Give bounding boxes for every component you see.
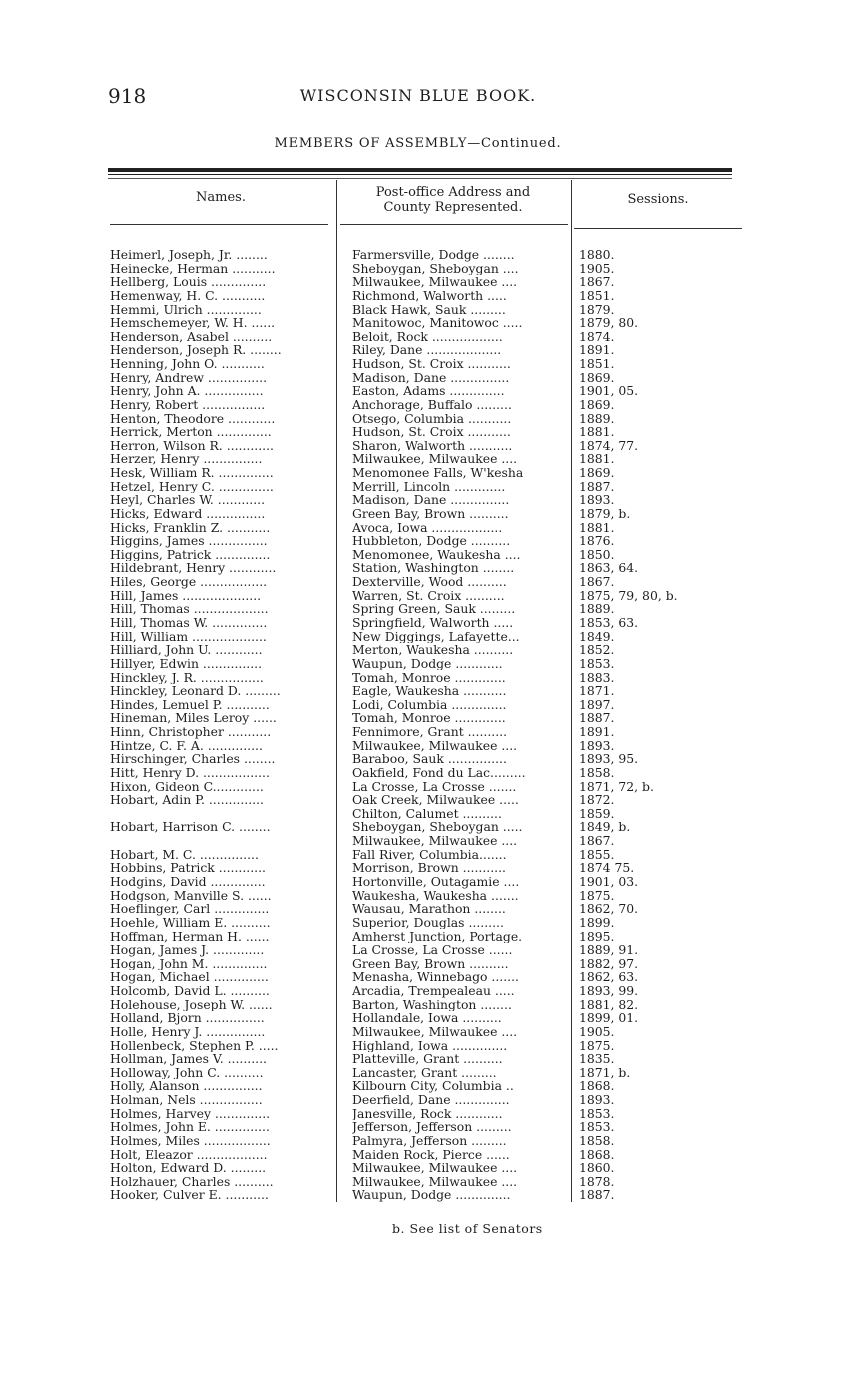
member-sessions: 1893, 95.: [579, 751, 639, 767]
table-row: [0, 820, 859, 834]
member-sessions: 1891.: [579, 342, 615, 358]
member-sessions: 1891.: [579, 724, 615, 740]
member-sessions: 1879.: [579, 301, 615, 317]
table-row: [0, 671, 859, 685]
member-sessions: 1897.: [579, 696, 615, 712]
member-name: Hindes, Lemuel P. ...........: [110, 697, 270, 712]
top-rule-thick: [108, 168, 732, 172]
table-row: [0, 998, 859, 1012]
member-name: Herrick, Merton ..............: [110, 425, 272, 439]
member-name: Hoeflinger, Carl ..............: [110, 902, 270, 916]
footnote: b. See list of Senators: [392, 1221, 543, 1236]
member-name: Hoehle, William E. ..........: [110, 915, 271, 930]
member-sessions: 1899.: [579, 914, 615, 930]
member-name: Holzhauer, Charles ..........: [110, 1174, 274, 1189]
table-row: [0, 589, 859, 603]
member-address: Richmond, Walworth .....: [352, 288, 507, 303]
member-name: Holloway, John C. ..........: [110, 1065, 264, 1080]
table-row: [0, 1079, 859, 1093]
member-address: Green Bay, Brown ..........: [352, 956, 509, 971]
member-name: Henry, Robert ................: [110, 397, 266, 412]
table-row: [0, 1120, 859, 1134]
member-name: Hollman, James V. ..........: [110, 1052, 267, 1066]
member-sessions: 1895.: [579, 928, 615, 944]
member-address: Eagle, Waukesha ...........: [352, 684, 507, 698]
member-address: Morrison, Brown ...........: [352, 861, 506, 875]
table-row: [0, 657, 859, 671]
top-rule-lower: [108, 178, 732, 179]
member-sessions: 1881.: [579, 451, 615, 467]
member-sessions: 1878.: [579, 1173, 615, 1189]
table-row: [0, 630, 859, 644]
member-name: Hixon, Gideon C.............: [110, 779, 264, 794]
table-row: [0, 439, 859, 453]
member-name: Hobbins, Patrick ............: [110, 861, 266, 875]
member-name: Holmes, Miles .................: [110, 1133, 271, 1148]
member-name: Hicks, Franklin Z. ...........: [110, 520, 271, 535]
member-address: La Crosse, La Crosse .......: [352, 779, 517, 794]
member-address: Warren, St. Croix ..........: [352, 588, 505, 603]
column-header-address-line1: Post-office Address and: [375, 185, 531, 200]
member-sessions: 1867.: [579, 833, 615, 849]
member-sessions: 1860.: [579, 1160, 615, 1176]
table-row: [0, 452, 859, 466]
member-name: Hollenbeck, Stephen P. .....: [110, 1038, 279, 1053]
member-address: Madison, Dane ...............: [352, 370, 510, 385]
table-row: [0, 684, 859, 698]
member-name: Henning, John O. ...........: [110, 357, 265, 371]
member-address: Palmyra, Jefferson .........: [352, 1133, 507, 1148]
member-address: Deerfield, Dane ..............: [352, 1093, 510, 1107]
member-address: Janesville, Rock ............: [352, 1106, 503, 1121]
member-sessions: 1881.: [579, 424, 615, 440]
table-row: [0, 889, 859, 903]
book-title: WISCONSIN BLUE BOOK.: [299, 86, 537, 105]
member-name: Hoffman, Herman H. ......: [110, 929, 270, 944]
member-sessions: 1850.: [579, 546, 615, 562]
member-name: Hogan, John M. ..............: [110, 956, 268, 971]
member-sessions: 1874, 77.: [579, 437, 639, 453]
member-sessions: 1889.: [579, 601, 615, 617]
table-row: [0, 316, 859, 330]
table-row: [0, 1161, 859, 1175]
member-sessions: 1858.: [579, 1132, 615, 1148]
member-sessions: 1875.: [579, 887, 615, 903]
table-row: [0, 1148, 859, 1162]
table-row: [0, 643, 859, 657]
member-name: Hetzel, Henry C. ..............: [110, 479, 274, 494]
member-name: Hinckley, Leonard D. .........: [110, 684, 281, 698]
member-address: New Diggings, Lafayette...: [352, 629, 520, 644]
member-address: Highland, Iowa ..............: [352, 1038, 508, 1053]
table-row: [0, 480, 859, 494]
member-address: Milwaukee, Milwaukee ....: [352, 738, 518, 753]
member-address: Black Hawk, Sauk .........: [352, 302, 506, 317]
member-address: Oakfield, Fond du Lac.........: [352, 765, 526, 780]
member-sessions: 1849, b.: [579, 819, 631, 835]
table-row: [0, 1025, 859, 1039]
member-name: Hodgson, Manville S. ......: [110, 888, 272, 903]
table-row: [0, 698, 859, 712]
member-sessions: 1879, b.: [579, 505, 631, 521]
member-sessions: 1881, 82.: [579, 996, 639, 1012]
member-address: Otsego, Columbia ...........: [352, 411, 512, 426]
member-address: Superior, Douglas .........: [352, 915, 504, 930]
member-address: Amherst Junction, Portage.: [352, 929, 523, 944]
table-row: [0, 330, 859, 344]
table-row: [0, 357, 859, 371]
member-name: Hobart, Adin P. ..............: [110, 793, 264, 807]
member-sessions: 1901, 05.: [579, 383, 639, 399]
table-row: [0, 793, 859, 807]
member-sessions: 1867.: [579, 274, 615, 290]
member-address: Hudson, St. Croix ...........: [352, 425, 511, 439]
member-address: Milwaukee, Milwaukee ....: [352, 452, 518, 467]
member-name: Hitt, Henry D. .................: [110, 765, 270, 780]
member-sessions: 1855.: [579, 846, 615, 862]
member-name: Hesk, William R. ..............: [110, 466, 274, 480]
member-address: Spring Green, Sauk .........: [352, 602, 516, 616]
member-address: Oak Creek, Milwaukee .....: [352, 793, 519, 807]
member-sessions: 1883.: [579, 669, 615, 685]
table-row: [0, 275, 859, 289]
table-row: [0, 943, 859, 957]
top-rule-thin: [108, 174, 732, 175]
member-name: Holehouse, Joseph W. ......: [110, 997, 273, 1012]
table-row: [0, 248, 859, 262]
member-name: Hemschemeyer, W. H. ......: [110, 316, 276, 330]
member-sessions: 1880.: [579, 247, 615, 262]
member-sessions: 1901, 03.: [579, 873, 639, 889]
member-sessions: 1872.: [579, 792, 615, 808]
member-sessions: 1899, 01.: [579, 1010, 639, 1026]
member-address: Fennimore, Grant ..........: [352, 725, 508, 739]
member-address: Green Bay, Brown ..........: [352, 506, 509, 521]
member-address: Menomonee Falls, W'kesha: [352, 466, 524, 480]
table-row: [0, 616, 859, 630]
member-name: Hobart, Harrison C. ........: [110, 820, 271, 835]
member-name: Hill, William ...................: [110, 629, 267, 644]
member-name: Holton, Edward D. .........: [110, 1161, 267, 1175]
member-name: Holly, Alanson ...............: [110, 1079, 263, 1094]
member-sessions: 1835.: [579, 1051, 615, 1067]
table-row: [0, 1052, 859, 1066]
member-sessions: 1889, 91.: [579, 942, 639, 958]
member-sessions: 1862, 63.: [579, 969, 639, 985]
page-header: [108, 84, 728, 112]
member-address: Lodi, Columbia ..............: [352, 697, 507, 712]
header-underline-sessions: [574, 228, 742, 229]
table-row: [0, 711, 859, 725]
page-number: 918: [108, 84, 147, 108]
table-row: [0, 1039, 859, 1053]
table-row: [0, 303, 859, 317]
table-row: [0, 739, 859, 753]
member-sessions: 1881.: [579, 519, 615, 535]
member-address: Merrill, Lincoln .............: [352, 479, 506, 494]
table-row: [0, 1011, 859, 1025]
member-name: Henry, Andrew ...............: [110, 370, 268, 385]
member-name: Higgins, James ...............: [110, 534, 268, 548]
member-address: Waupun, Dodge ..............: [352, 1188, 511, 1203]
member-name: Hicks, Edward ...............: [110, 506, 266, 521]
member-address: Maiden Rock, Pierce ......: [352, 1147, 510, 1162]
member-name: Holle, Henry J. ...............: [110, 1024, 266, 1039]
member-address: Hubbleton, Dodge ..........: [352, 534, 511, 548]
member-address: Sheboygan, Sheboygan ....: [352, 261, 519, 276]
member-name: Herron, Wilson R. ............: [110, 438, 274, 453]
member-sessions: 1871, 72, b.: [579, 778, 654, 794]
member-name: Hemenway, H. C. ...........: [110, 288, 266, 303]
member-name: Hinckley, J. R. ................: [110, 670, 264, 685]
member-name: Hodgins, David ..............: [110, 874, 266, 889]
member-name: Heimerl, Joseph, Jr. ........: [110, 248, 268, 262]
member-sessions: 1849.: [579, 628, 615, 644]
member-name: Holcomb, David L. ..........: [110, 984, 270, 998]
member-sessions: 1853.: [579, 1119, 615, 1135]
member-sessions: 1868.: [579, 1146, 615, 1162]
member-name: Hemmi, Ulrich ..............: [110, 302, 262, 317]
table-row: [0, 725, 859, 739]
table-row: [0, 930, 859, 944]
member-name: Hellberg, Louis ..............: [110, 275, 267, 289]
table-row: [0, 875, 859, 889]
member-address: Lancaster, Grant .........: [352, 1065, 497, 1080]
member-sessions: 1876.: [579, 533, 615, 549]
member-name: Hooker, Culver E. ...........: [110, 1188, 269, 1203]
member-sessions: 1893.: [579, 737, 615, 753]
member-address: Hortonville, Outagamie ....: [352, 874, 520, 889]
table-row: [0, 534, 859, 548]
member-address: Springfield, Walworth .....: [352, 616, 514, 630]
table-row: [0, 766, 859, 780]
member-sessions: 1868.: [579, 1078, 615, 1094]
member-address: Merton, Waukesha ..........: [352, 643, 514, 657]
member-sessions: 1851.: [579, 356, 615, 372]
table-row: [0, 957, 859, 971]
table-row: [0, 1134, 859, 1148]
member-sessions: 1879, 80.: [579, 315, 639, 331]
member-name: Hineman, Miles Leroy ......: [110, 711, 277, 725]
column-header-names: Names.: [196, 190, 246, 205]
member-address: Milwaukee, Milwaukee ....: [352, 1024, 518, 1039]
member-address: Menasha, Winnebago .......: [352, 970, 519, 984]
table-row: [0, 561, 859, 575]
member-address: Kilbourn City, Columbia ..: [352, 1079, 514, 1094]
table-row: [0, 343, 859, 357]
table-row: [0, 916, 859, 930]
member-name: Heyl, Charles W. ............: [110, 493, 266, 507]
member-name: Hintze, C. F. A. ..............: [110, 738, 263, 753]
member-sessions: 1887.: [579, 1187, 615, 1203]
member-sessions: 1893.: [579, 1092, 615, 1108]
member-name: Henderson, Joseph R. ........: [110, 343, 282, 357]
table-row: [0, 575, 859, 589]
member-sessions: 1851.: [579, 287, 615, 303]
member-name: Holland, Bjorn ...............: [110, 1011, 265, 1025]
member-address: Fall River, Columbia.......: [352, 847, 507, 862]
member-sessions: 1874 75.: [579, 860, 635, 876]
table-row: [0, 262, 859, 276]
member-address: Farmersville, Dodge ........: [352, 248, 515, 262]
member-address: Tomah, Monroe .............: [352, 670, 506, 685]
member-address: Tomah, Monroe .............: [352, 711, 506, 725]
member-address: Avoca, Iowa ..................: [352, 520, 503, 535]
member-sessions: 1858.: [579, 764, 615, 780]
table-row: [0, 371, 859, 385]
member-name: Hill, Thomas W. ..............: [110, 616, 268, 630]
member-sessions: 1893, 99.: [579, 983, 639, 999]
member-name: Henry, John A. ...............: [110, 384, 264, 398]
member-address: Hollandale, Iowa ..........: [352, 1011, 502, 1025]
member-address: Menomonee, Waukesha ....: [352, 547, 521, 562]
table-row: [0, 412, 859, 426]
member-name: Holmes, John E. ..............: [110, 1120, 270, 1134]
member-name: Holt, Eleazor ..................: [110, 1147, 268, 1162]
member-address: Sheboygan, Sheboygan .....: [352, 820, 523, 835]
member-sessions: 1853, 63.: [579, 615, 639, 630]
member-address: Madison, Dane ...............: [352, 493, 510, 507]
member-address: Milwaukee, Milwaukee ....: [352, 834, 518, 848]
table-row: [0, 384, 859, 398]
member-address: Station, Washington ........: [352, 561, 515, 576]
table-row: [0, 425, 859, 439]
member-sessions: 1853.: [579, 655, 615, 671]
member-sessions: 1867.: [579, 574, 615, 590]
member-name: Hill, Thomas ...................: [110, 602, 269, 616]
member-sessions: 1863, 64.: [579, 560, 639, 576]
table-row: [0, 466, 859, 480]
member-sessions: 1905.: [579, 260, 615, 276]
table-row: [0, 602, 859, 616]
member-address: Dexterville, Wood ..........: [352, 575, 507, 589]
member-sessions: 1875.: [579, 1037, 615, 1053]
table-row: [0, 548, 859, 562]
member-address: La Crosse, La Crosse ......: [352, 943, 513, 957]
table-row: [0, 834, 859, 848]
member-address: Anchorage, Buffalo .........: [352, 397, 512, 412]
table-row: [0, 1066, 859, 1080]
table-row: [0, 1093, 859, 1107]
member-name: Hogan, James J. .............: [110, 943, 265, 957]
member-name: Hillyer, Edwin ...............: [110, 656, 263, 671]
member-sessions: 1859.: [579, 805, 615, 821]
member-name: Hobart, M. C. ...............: [110, 847, 259, 862]
member-address: Milwaukee, Milwaukee ....: [352, 1161, 518, 1175]
member-sessions: 1893.: [579, 492, 615, 508]
column-header-address: [340, 185, 566, 215]
member-address: Waukesha, Waukesha .......: [352, 888, 519, 903]
member-sessions: 1887.: [579, 478, 615, 494]
member-sessions: 1869.: [579, 465, 615, 481]
member-name: Heinecke, Herman ...........: [110, 261, 276, 276]
member-sessions: 1862, 70.: [579, 901, 639, 917]
member-name: Hildebrant, Henry ............: [110, 561, 277, 576]
table-row: [0, 902, 859, 916]
member-sessions: 1871.: [579, 683, 615, 699]
member-sessions: 1874.: [579, 328, 615, 344]
table-row: [0, 861, 859, 875]
member-name: Hill, James ....................: [110, 588, 262, 603]
member-address: Milwaukee, Milwaukee ....: [352, 275, 518, 289]
table-row: [0, 1107, 859, 1121]
member-address: Sharon, Walworth ...........: [352, 438, 513, 453]
member-name: Hiles, George .................: [110, 575, 268, 589]
section-title: MEMBERS OF ASSEMBLY—Continued.: [274, 136, 562, 151]
member-name: Holmes, Harvey ..............: [110, 1106, 271, 1121]
member-address: Barton, Washington ........: [352, 997, 512, 1012]
table-row: [0, 289, 859, 303]
member-name: Henderson, Asabel ..........: [110, 329, 273, 344]
member-name: Higgins, Patrick ..............: [110, 547, 271, 562]
table-row: [0, 780, 859, 794]
member-sessions: 1889.: [579, 410, 615, 426]
member-sessions: 1869.: [579, 369, 615, 385]
member-address: Manitowoc, Manitowoc .....: [352, 316, 523, 330]
member-name: Henton, Theodore ............: [110, 411, 276, 426]
member-name: Herzer, Henry ...............: [110, 452, 263, 467]
table-row: [0, 398, 859, 412]
member-address: Arcadia, Trempealeau .....: [352, 984, 515, 998]
member-name: Hilliard, John U. ............: [110, 643, 263, 657]
table-row: [0, 521, 859, 535]
member-sessions: 1869.: [579, 396, 615, 412]
member-sessions: 1875, 79, 80, b.: [579, 587, 678, 603]
member-address: Beloit, Rock ..................: [352, 329, 503, 344]
member-address: Hudson, St. Croix ...........: [352, 357, 511, 371]
member-name: Hirschinger, Charles ........: [110, 752, 276, 766]
member-address: Waupun, Dodge ............: [352, 656, 503, 671]
member-sessions: 1871, b.: [579, 1064, 631, 1080]
member-name: Hogan, Michael ..............: [110, 970, 269, 984]
table-row: [0, 1188, 859, 1202]
member-name: Hinn, Christopher ...........: [110, 725, 272, 739]
table-row: [0, 807, 859, 821]
member-sessions: 1853.: [579, 1105, 615, 1121]
member-address: Baraboo, Sauk ...............: [352, 752, 507, 766]
table-row: [0, 970, 859, 984]
table-row: [0, 1175, 859, 1189]
column-header-address-line2: County Represented.: [383, 200, 523, 215]
table-row: [0, 984, 859, 998]
table-row: [0, 493, 859, 507]
header-underline-names: [110, 224, 328, 225]
table-row: [0, 848, 859, 862]
column-header-sessions: Sessions.: [627, 192, 689, 207]
member-address: Chilton, Calumet ..........: [352, 806, 502, 821]
member-sessions: 1905.: [579, 1023, 615, 1039]
table-row: [0, 752, 859, 766]
member-sessions: 1887.: [579, 710, 615, 726]
member-address: Wausau, Marathon ........: [352, 902, 506, 916]
table-row: [0, 507, 859, 521]
member-address: Milwaukee, Milwaukee ....: [352, 1174, 518, 1189]
member-address: Easton, Adams ..............: [352, 384, 505, 398]
member-address: Platteville, Grant ..........: [352, 1052, 503, 1066]
member-address: Jefferson, Jefferson .........: [352, 1120, 512, 1134]
member-address: Riley, Dane ...................: [352, 343, 502, 357]
header-underline-address: [340, 224, 568, 225]
member-name: Holman, Nels ................: [110, 1093, 263, 1107]
member-sessions: 1882, 97.: [579, 955, 639, 971]
member-sessions: 1852.: [579, 642, 615, 658]
